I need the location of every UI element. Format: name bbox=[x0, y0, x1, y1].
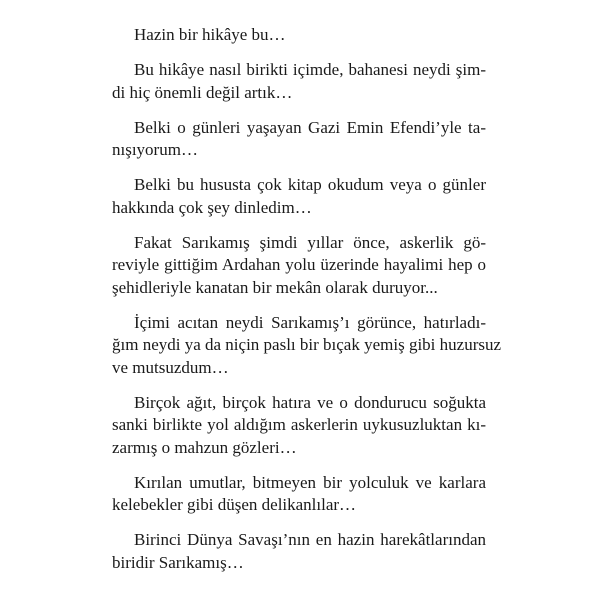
paragraph bbox=[112, 312, 502, 380]
text-line: kelebekler gibi düşen delikanlılar… bbox=[112, 495, 357, 514]
text-line: reviyle gittiğim Ardahan yolu üzerinde hayalimi hep o bbox=[112, 255, 486, 274]
text-line: hakkında çok şey dinledim… bbox=[112, 197, 312, 217]
text-line: Kırılan umutlar, bitmeyen bir yolculuk ve karlara bbox=[134, 472, 486, 492]
paragraph bbox=[112, 472, 486, 517]
paragraph bbox=[112, 24, 486, 47]
text-line: biridir Sarıkamış… bbox=[112, 552, 244, 572]
text-line: İçimi acıtan neydi Sarıkamış’ı görünce, hatırladı- bbox=[134, 312, 486, 332]
text-line: Birinci Dünya Savaşı’nın en hazin harekâtlarından bbox=[134, 530, 486, 549]
text-line: zarmış o mahzun gözleri… bbox=[112, 437, 297, 457]
document-page bbox=[112, 24, 502, 587]
text-line: Birçok ağıt, birçok hatıra ve o dondurucu soğukta bbox=[134, 392, 486, 412]
text-line: Hazin bir hikâye bu… bbox=[134, 25, 286, 44]
paragraph bbox=[112, 117, 486, 162]
text-line: şehidleriyle kanatan bir mekân olarak duruyor... bbox=[112, 277, 438, 297]
text-line: Bu hikâye nasıl birikti içimde, bahanesi neydi şim- bbox=[134, 60, 486, 79]
text-line: Fakat Sarıkamış şimdi yıllar önce, askerlik gö- bbox=[134, 232, 486, 252]
text-line: di hiç önemli değil artık… bbox=[112, 82, 293, 102]
text-line: sanki birlikte yol aldığım askerlerin uykusuzluktan kı- bbox=[112, 415, 486, 434]
text-line: Belki bu hususta çok kitap okudum veya o günler bbox=[134, 175, 486, 194]
paragraph bbox=[112, 232, 486, 300]
text-line: ve mutsuzdum… bbox=[112, 357, 229, 377]
paragraph bbox=[112, 174, 486, 219]
paragraph bbox=[112, 392, 486, 460]
text-line: nışıyorum… bbox=[112, 140, 198, 159]
paragraph bbox=[112, 59, 486, 104]
text-line: ğım neydi ya da niçin paslı bir bıçak yemiş gibi huzursuz bbox=[112, 335, 502, 354]
text-line: Belki o günleri yaşayan Gazi Emin Efendi’yle ta- bbox=[134, 117, 486, 137]
paragraph bbox=[112, 529, 486, 574]
